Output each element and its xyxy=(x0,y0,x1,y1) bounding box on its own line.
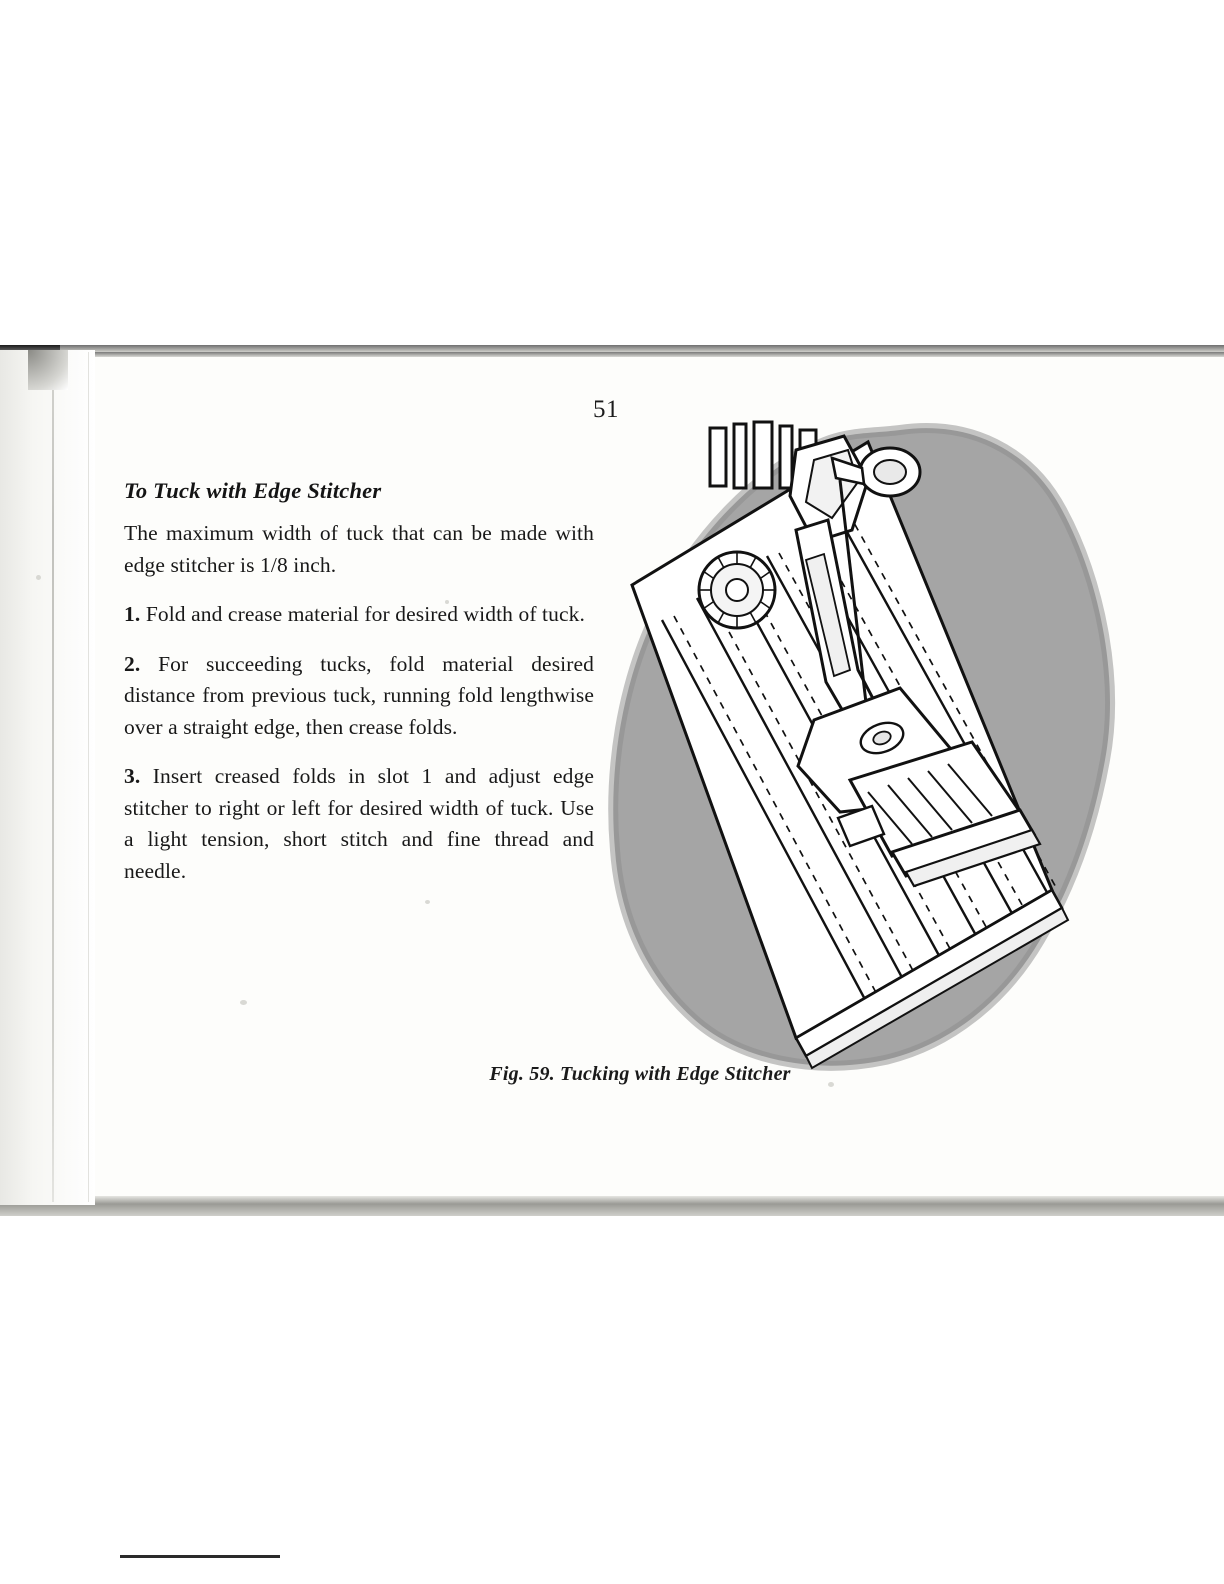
step-number: 2. xyxy=(124,651,141,676)
text-column xyxy=(124,478,594,887)
paragraph-text: The maximum width of tuck that can be made with edge stitcher is 1/8 inch. xyxy=(124,521,594,577)
paragraph-step-3 xyxy=(124,761,594,887)
paragraph-step-2 xyxy=(124,649,594,744)
page-top-edge-highlight xyxy=(60,345,1224,352)
scan-speckle xyxy=(425,900,430,904)
figure-caption: Fig. 59. Tucking with Edge Stitcher xyxy=(489,1063,791,1085)
scan-speckle xyxy=(240,1000,247,1005)
page-corner-curl xyxy=(28,350,68,390)
page-bottom-edge-shadow xyxy=(0,1196,1224,1216)
book-gutter xyxy=(0,350,95,1205)
page-number: 51 xyxy=(593,396,619,423)
paragraph-intro xyxy=(124,518,594,581)
paragraph-text: Fold and crease material for desired width of tuck. xyxy=(145,602,585,626)
book-spine-line xyxy=(52,352,54,1202)
book-spine-line-secondary xyxy=(88,352,89,1202)
page-bottom-mark xyxy=(120,1555,280,1558)
paragraph-step-1 xyxy=(124,599,594,631)
step-number: 3. xyxy=(124,764,141,788)
paragraph-text: For succeeding tucks, fold material desired distance from previous tuck, running fold lengthwise over a straight edge, then crease folds. xyxy=(124,651,594,739)
paragraph-text: Insert creased folds in slot 1 and adjust edge stitcher to right or left for desired width of tuck. Use a light tension, short stitch and fine thread and needle. xyxy=(124,764,594,883)
scan-speckle xyxy=(36,575,41,580)
section-heading: To Tuck with Edge Stitcher xyxy=(124,478,382,503)
step-number: 1. xyxy=(124,602,141,626)
figure-illustration xyxy=(600,420,1120,1100)
